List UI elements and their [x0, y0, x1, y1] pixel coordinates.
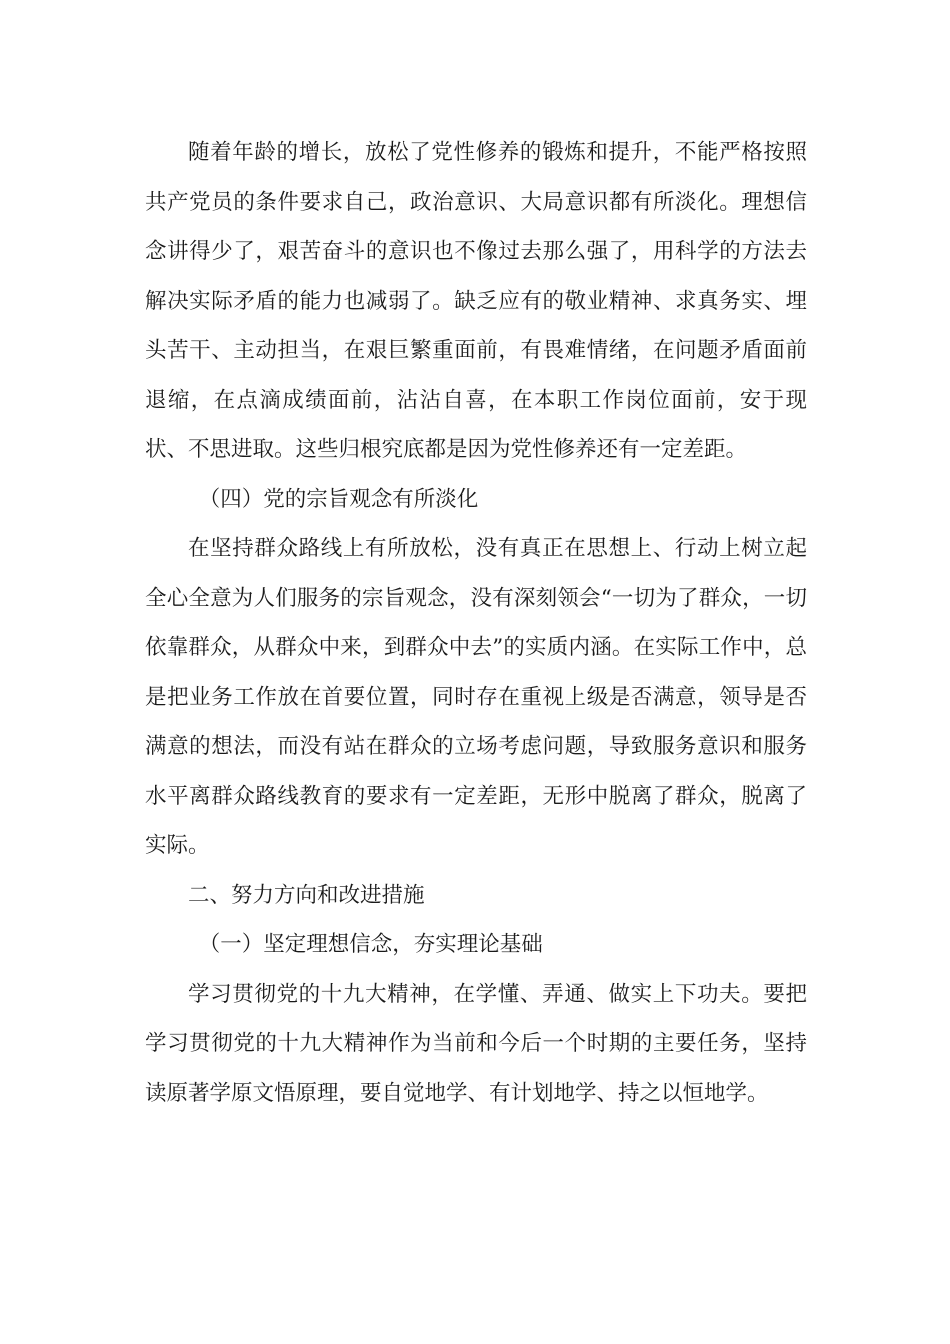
body-paragraph-party-spirit: 随着年龄的增长，放松了党性修养的锻炼和提升，不能严格按照共产党员的条件要求自己，政治意识、大局意识都有所淡化。理想信念讲得少了，艰苦奋斗的意识也不像过去那么强了，用科学的方法去解决实际矛盾的能力也减弱了。缺乏应有的敬业精神、求真务实、埋头苦干、主动担当，在艰巨繁重面前，有畏难情绪，在问题矛盾面前退缩，在点滴成绩面前，沾沾自喜，在本职工作岗位面前，安于现状、不思进取。这些归根究底都是因为党性修养还有一定差距。	[145, 140, 807, 462]
section-heading-improvement-measures: 二、努力方向和改进措施	[188, 882, 425, 908]
body-paragraph-mass-line: 在坚持群众路线上有所放松，没有真正在思想上、行动上树立起全心全意为人们服务的宗旨观念，没有深刻领会“一切为了群众，一切依靠群众，从群众中来，到群众中去”的实质内涵。在实际工作中，总是把业务工作放在首要位置，同时存在重视上级是否满意，领导是否满意的想法，而没有站在群众的立场考虑问题，导致服务意识和服务水平离群众路线教育的要求有一定差距，无形中脱离了群众，脱离了实际。	[145, 536, 807, 858]
document-body	[145, 128, 807, 1118]
section-heading-ideals-beliefs: （一）坚定理想信念，夯实理论基础	[198, 932, 543, 957]
body-paragraph-study-congress: 学习贯彻党的十九大精神，在学懂、弄通、做实上下功夫。要把学习贯彻党的十九大精神作为当前和今后一个时期的主要任务，坚持读原著学原文悟原理，要自觉地学、有计划地学、持之以恒地学。	[145, 981, 807, 1106]
section-heading-purpose-concept: （四）党的宗旨观念有所淡化	[198, 486, 479, 512]
